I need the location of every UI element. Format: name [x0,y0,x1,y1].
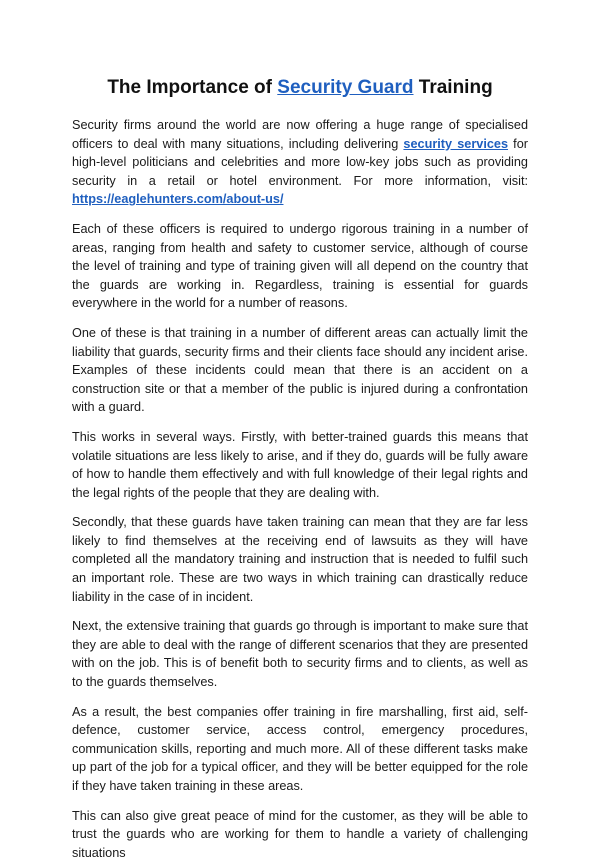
body-paragraph: One of these is that training in a number of different areas can actually limit the liability that guards, security firms and their clients face should any incident arise. Examples of these incidents could mean that there is an accident on a construction site or that a member of the public is injured during a confrontation with a guard. [72,325,528,415]
intro-text-middle: for high-level politicians and celebrities and more low-key jobs such as providing security in a retail or hotel environment. For more information, visit: [72,136,528,188]
body-paragraph: Each of these officers is required to undergo rigorous training in a number of areas, ranging from health and safety to customer service, although of course the level of training and type of training given will all depend on the country that the guards are working in. Regardless, training is essential for guards everywhere in the world for a number of reasons. [72,221,528,311]
intro-paragraph [72,116,528,209]
page-title [72,76,528,100]
body-paragraph: Secondly, that these guards have taken training can mean that they are far less likely to find themselves at the receiving end of lawsuits as they will have completed all the mandatory training and instruction that is needed to fulfil such an important role. These are two ways in which training can drastically reduce liability in the case of in incident. [72,515,528,604]
title-link-security-guard[interactable]: Security Guard [277,77,414,98]
title-suffix: Training [413,77,493,98]
body-paragraph: Next, the extensive training that guards go through is important to make sure that they are able to deal with the range of different scenarios that they are presented with on the job. This is of benefit both to security firms and to clients, as well as to the guards themselves. [72,619,528,690]
body-paragraph: This works in several ways. Firstly, with better-trained guards this means that volatile situations are less likely to arise, and if they do, guards will be fully aware of how to handle them effectively and with full knowledge of their legal rights and the legal rights of the people that they are dealing with. [72,429,528,500]
title-prefix: The Importance of [107,77,278,98]
body-paragraph: As a result, the best companies offer training in fire marshalling, first aid, self-defence, customer service, access control, emergency procedures, communication skills, reporting and much more. All of these different tasks make up part of the job for a typical officer, and they will be better equipped for the role if they have taken training in these areas. [72,704,528,793]
body-paragraph: This can also give great peace of mind for the customer, as they will be able to trust the guards who are working for them to handle a variety of challenging situations [72,808,528,860]
intro-text-before: Security firms around the world are now offering a huge range of specialised officers to deal with many situations, including delivering [72,118,528,151]
security-services-link[interactable]: security services [403,136,509,151]
about-us-link[interactable]: https://eaglehunters.com/about-us/ [72,192,284,207]
